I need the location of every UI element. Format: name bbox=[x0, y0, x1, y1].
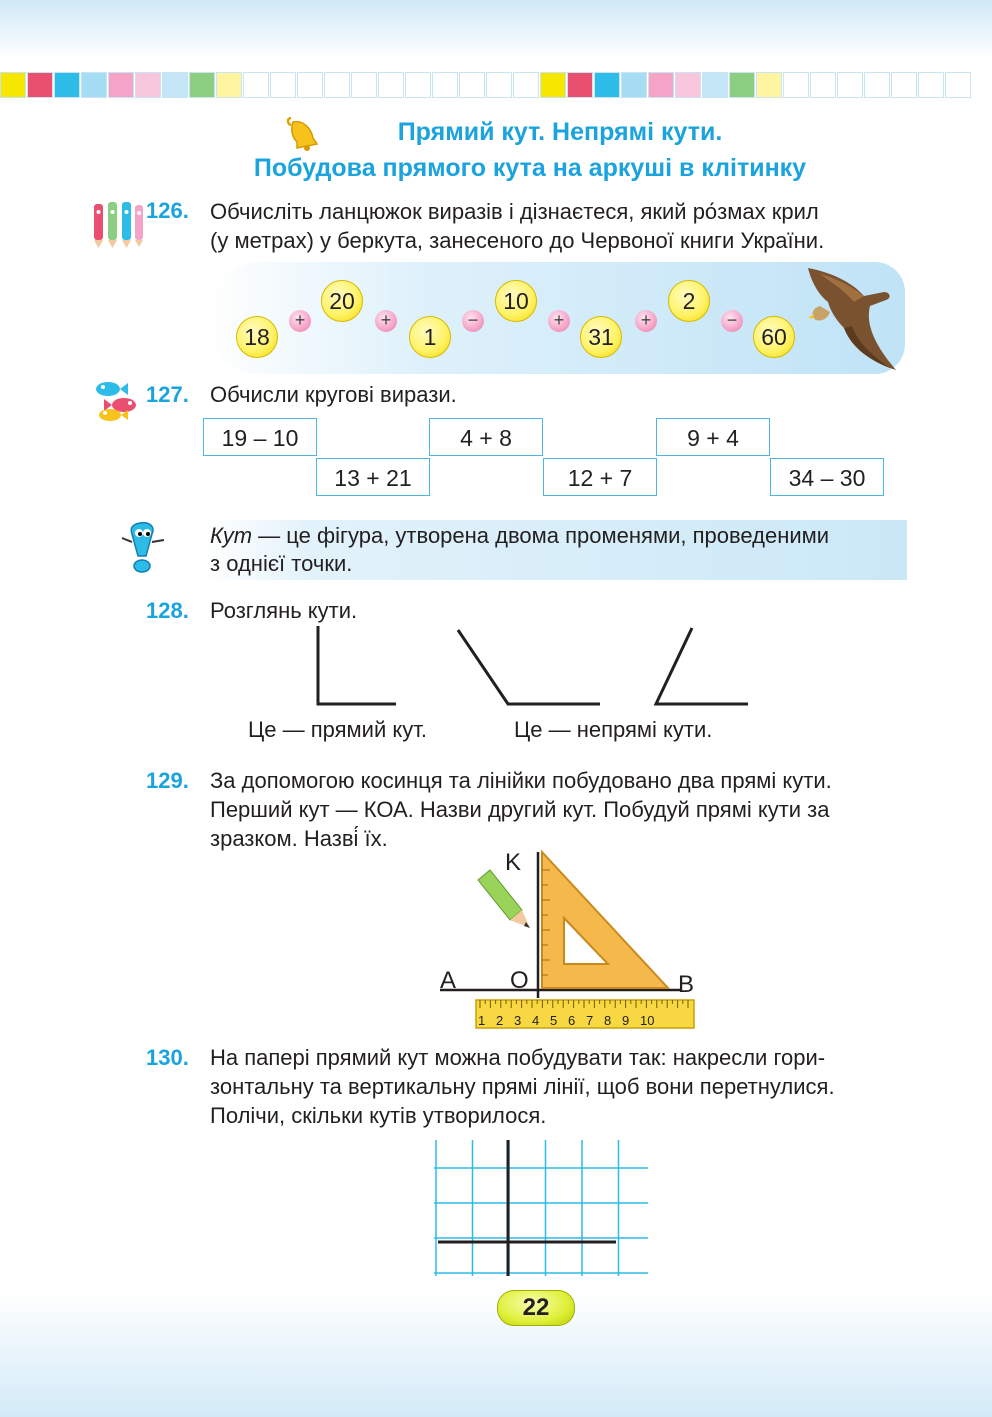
label-b: B bbox=[678, 971, 695, 998]
chain-operator: + bbox=[548, 310, 570, 332]
strip-square bbox=[783, 72, 809, 98]
page-number: 22 bbox=[497, 1290, 575, 1326]
exercise-129-number: 129. bbox=[146, 768, 189, 793]
expression-box: 4 + 8 bbox=[429, 418, 543, 456]
strip-square bbox=[729, 72, 755, 98]
acute-angle bbox=[656, 628, 748, 704]
strip-square bbox=[702, 72, 728, 98]
chain-number: 2 bbox=[668, 280, 710, 322]
strip-square bbox=[54, 72, 80, 98]
exercise-127-text: Обчисли кругові вирази. bbox=[210, 382, 457, 407]
exclamation-mascot-icon bbox=[118, 520, 170, 574]
ruler-number: 4 bbox=[532, 1013, 540, 1028]
expression-box: 13 + 21 bbox=[316, 458, 430, 496]
strip-square bbox=[162, 72, 188, 98]
strip-square bbox=[108, 72, 134, 98]
exercise-129-text-line1: За допомогою косинця та лінійки побудовано два прямі кути. bbox=[210, 768, 832, 793]
expression-box: 34 – 30 bbox=[770, 458, 884, 496]
strip-square bbox=[378, 72, 404, 98]
strip-square bbox=[0, 72, 26, 98]
strip-square bbox=[351, 72, 377, 98]
right-angle bbox=[318, 626, 396, 704]
definition-line1 bbox=[210, 521, 829, 550]
exercise-129-text-line3: зразком. Назві́ їх. bbox=[210, 826, 388, 851]
strip-square bbox=[270, 72, 296, 98]
strip-square bbox=[945, 72, 971, 98]
chain-number: 18 bbox=[236, 316, 278, 358]
expression-box: 19 – 10 bbox=[203, 418, 317, 456]
strip-square bbox=[648, 72, 674, 98]
pencil-icon bbox=[478, 870, 530, 928]
color-strip bbox=[0, 72, 992, 100]
ruler-number: 9 bbox=[622, 1013, 630, 1028]
ruler-numbers bbox=[476, 1012, 690, 1030]
angles-drawing bbox=[300, 620, 760, 712]
chain-number: 1 bbox=[409, 316, 451, 358]
strip-square bbox=[459, 72, 485, 98]
fish-icon bbox=[90, 375, 146, 425]
chain-number: 31 bbox=[580, 316, 622, 358]
strip-square bbox=[189, 72, 215, 98]
strip-square bbox=[594, 72, 620, 98]
chain-operator: + bbox=[289, 310, 311, 332]
exercise-128-text: Розглянь кути. bbox=[210, 598, 358, 623]
expression-box: 12 + 7 bbox=[543, 458, 657, 496]
label-k: K bbox=[505, 849, 522, 876]
ruler-number: 8 bbox=[604, 1013, 612, 1028]
strip-square bbox=[486, 72, 512, 98]
chain-number: 10 bbox=[495, 280, 537, 322]
caption-right-angle: Це — прямий кут. bbox=[248, 717, 427, 742]
page-title-line2: Побудова прямого кута на аркуші в клітинку bbox=[253, 154, 807, 182]
strip-square bbox=[756, 72, 782, 98]
obtuse-angle bbox=[458, 630, 600, 704]
strip-square bbox=[297, 72, 323, 98]
exercise-126-text-line1: Обчисліть ланцюжок виразів і дізнаєтеся, який ро́змах крил bbox=[210, 199, 819, 224]
eagle-image bbox=[800, 262, 900, 374]
exercise-130-text-line1: На папері прямий кут можна побудувати так: накресли гори- bbox=[210, 1045, 826, 1070]
strip-square bbox=[621, 72, 647, 98]
exercise-127-number: 127. bbox=[146, 382, 189, 407]
exercise-129-text-line2: Перший кут — КОА. Назви другий кут. Побудуй прямі кути за bbox=[210, 797, 830, 822]
set-square-drawing bbox=[430, 840, 700, 1032]
definition-term: Кут bbox=[210, 523, 253, 548]
strip-square bbox=[27, 72, 53, 98]
strip-square bbox=[243, 72, 269, 98]
expression-box: 9 + 4 bbox=[656, 418, 770, 456]
ruler-number: 7 bbox=[586, 1013, 594, 1028]
strip-square bbox=[216, 72, 242, 98]
strip-square bbox=[324, 72, 350, 98]
label-a: A bbox=[440, 967, 457, 994]
chain-operator: − bbox=[721, 310, 743, 332]
label-o: O bbox=[510, 967, 529, 994]
exercise-130-text-line3: Полічи, скільки кутів утворилося. bbox=[210, 1103, 547, 1128]
definition-line2: з однієї точки. bbox=[210, 551, 353, 576]
page-title-line1: Прямий кут. Непрямі кути. bbox=[397, 118, 723, 146]
exercise-126-number: 126. bbox=[146, 198, 189, 223]
caption-non-right-angles: Це — непрямі кути. bbox=[514, 717, 713, 742]
ruler-number: 6 bbox=[568, 1013, 576, 1028]
exercise-128-number: 128. bbox=[146, 598, 189, 623]
strip-square bbox=[891, 72, 917, 98]
ruler-number: 1 bbox=[478, 1013, 486, 1028]
strip-square bbox=[432, 72, 458, 98]
chain-number: 20 bbox=[321, 280, 363, 322]
strip-square bbox=[405, 72, 431, 98]
strip-square bbox=[918, 72, 944, 98]
exercise-130-number: 130. bbox=[146, 1045, 189, 1070]
ruler-number: 10 bbox=[640, 1013, 655, 1028]
strip-square bbox=[513, 72, 539, 98]
definition-text: — це фігура, утворена двома променями, проведеними bbox=[252, 523, 830, 548]
strip-square bbox=[540, 72, 566, 98]
strip-square bbox=[135, 72, 161, 98]
chain-operator: + bbox=[375, 310, 397, 332]
strip-square bbox=[675, 72, 701, 98]
strip-square bbox=[567, 72, 593, 98]
exercise-130-text-line2: зонтальну та вертикальну прямі лінії, щоб вони перетнулися. bbox=[210, 1074, 835, 1099]
chain-operator: + bbox=[635, 310, 657, 332]
pencils-icon bbox=[90, 198, 148, 250]
ruler-number: 5 bbox=[550, 1013, 558, 1028]
ruler-number: 3 bbox=[514, 1013, 522, 1028]
chain-operator: − bbox=[462, 310, 484, 332]
strip-square bbox=[81, 72, 107, 98]
exercise-126-text-line2: (у метрах) у беркута, занесеного до Червоної книги України. bbox=[210, 228, 825, 253]
ruler-number: 2 bbox=[496, 1013, 504, 1028]
strip-square bbox=[837, 72, 863, 98]
strip-square bbox=[864, 72, 890, 98]
set-square bbox=[542, 852, 668, 988]
chain-number: 60 bbox=[753, 316, 795, 358]
grid-drawing bbox=[430, 1138, 652, 1278]
strip-square bbox=[810, 72, 836, 98]
